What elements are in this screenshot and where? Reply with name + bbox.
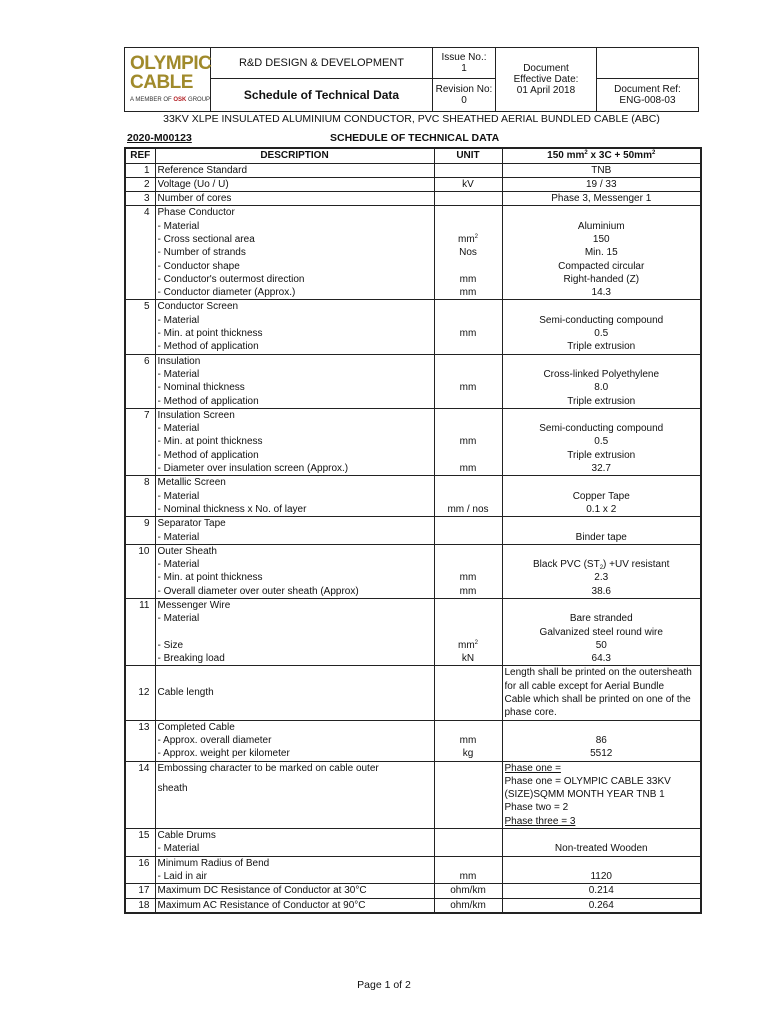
unit-line (437, 829, 500, 842)
row-ref: 11 (125, 599, 155, 666)
logo-member-prefix: A MEMBER OF (130, 96, 174, 103)
table-row (125, 517, 701, 545)
unit-line: kg (462, 748, 474, 760)
effective-label-2: Effective Date: (513, 74, 579, 85)
value-line: Triple extrusion (567, 395, 636, 407)
desc-line: Messenger Wire (157, 600, 231, 611)
value-line: (SIZE)SQMM MONTH YEAR TNB 1 (504, 789, 665, 801)
department-cell (211, 48, 433, 79)
row-unit (434, 666, 502, 720)
row-unit (434, 177, 502, 191)
value-line: 14.3 (591, 287, 611, 299)
row-ref: 15 (125, 829, 155, 857)
row-ref: 1 (125, 163, 155, 177)
value-line (505, 355, 699, 368)
unit-line (437, 612, 500, 625)
unit-line: kV (462, 178, 474, 190)
logo-member-suffix: GROUP (186, 96, 211, 103)
desc-line: - Method of application (157, 449, 259, 461)
row-ref: 12 (125, 666, 155, 720)
value-line: phase core. (504, 707, 557, 719)
desc-line: - Approx. overall diameter (157, 734, 272, 746)
desc-line: Completed Cable (157, 721, 235, 733)
row-description (155, 898, 434, 913)
row-unit (434, 163, 502, 177)
row-ref: 13 (125, 720, 155, 761)
table-row (125, 177, 701, 191)
desc-line: - Material (157, 423, 200, 435)
row-unit (434, 884, 502, 898)
row-description (155, 720, 434, 761)
table-row (125, 300, 701, 354)
desc-line: - Approx. weight per kilometer (157, 748, 290, 760)
blank-cell (597, 48, 698, 79)
header-value (502, 148, 701, 163)
row-value (502, 192, 701, 206)
table-row (125, 884, 701, 898)
value-line (505, 829, 699, 842)
unit-line: mm (459, 463, 477, 475)
desc-line: - Number of strands (157, 247, 246, 259)
unit-text: mm (457, 233, 475, 245)
value-line: Copper Tape (572, 490, 630, 502)
table-row (125, 192, 701, 206)
row-description (155, 884, 434, 898)
unit-line: mm (459, 870, 477, 882)
effective-date: 01 April 2018 (516, 85, 576, 96)
value-line: Length shall be printed on the outersheath (504, 667, 692, 679)
row-ref: 5 (125, 300, 155, 354)
row-description (155, 829, 434, 857)
effective-date-cell (496, 48, 597, 111)
row-value (502, 300, 701, 354)
unit-superscript: 2 (474, 639, 478, 646)
table-row (125, 206, 701, 300)
effective-label-1: Document (523, 63, 569, 74)
doc-title: Schedule of Technical Data (243, 87, 400, 102)
row-unit (434, 898, 502, 913)
value-line: 38.6 (591, 585, 611, 597)
revision-value: 0 (461, 95, 467, 106)
value-line: 1120 (590, 870, 612, 882)
table-row (125, 599, 701, 666)
unit-line (437, 599, 500, 612)
value-line (505, 206, 699, 219)
value-line: 8.0 (594, 382, 609, 394)
value-line: 50 (595, 639, 607, 651)
row-description (155, 354, 434, 408)
unit-line: mm (459, 436, 477, 448)
desc-line: - Material (157, 559, 200, 571)
document-header (124, 47, 699, 112)
table-row (125, 856, 701, 884)
desc-line: - Nominal thickness (157, 382, 245, 394)
desc-line: - Min. at point thickness (157, 572, 263, 584)
header-description: DESCRIPTION (155, 148, 434, 163)
table-row (125, 829, 701, 857)
row-value (502, 177, 701, 191)
value-line: for all cable except for Aerial Bundle (504, 680, 665, 692)
value-line: Min. 15 (584, 247, 618, 259)
row-value (502, 354, 701, 408)
technical-data-table (124, 147, 702, 914)
unit-line (437, 490, 500, 503)
row-ref: 4 (125, 206, 155, 300)
revision-label: Revision No: (435, 84, 493, 95)
desc-line: Voltage (Uo / U) (157, 178, 229, 190)
desc-line: Insulation Screen (157, 409, 235, 421)
row-unit (434, 720, 502, 761)
unit-line (437, 639, 500, 652)
issue-label: Issue No.: (441, 52, 487, 63)
unit-line: mm (459, 382, 477, 394)
desc-line: - Material (157, 843, 200, 855)
desc-line: Phase Conductor (157, 207, 235, 219)
value-line: Galvanized steel round wire (539, 626, 663, 638)
row-description (155, 206, 434, 300)
value-line: Semi-conducting compound (539, 423, 664, 435)
desc-line: sheath (157, 782, 188, 794)
header-value-part1: 150 mm (547, 150, 585, 162)
table-row (125, 544, 701, 598)
row-ref: 14 (125, 761, 155, 828)
row-ref: 7 (125, 408, 155, 475)
desc-line: Maximum AC Resistance of Conductor at 90°C (157, 899, 366, 911)
header-value-part2: x 3C + 50mm (587, 150, 652, 162)
value-line: 150 (592, 233, 610, 245)
unit-line (437, 300, 500, 313)
unit-text: mm (457, 639, 475, 651)
row-description (155, 856, 434, 884)
row-ref: 6 (125, 354, 155, 408)
unit-line: ohm/km (450, 885, 486, 897)
row-description (155, 666, 434, 720)
row-description (155, 177, 434, 191)
row-description (155, 192, 434, 206)
row-unit (434, 856, 502, 884)
desc-line: Embossing character to be marked on cable outer (157, 762, 379, 774)
desc-line: Maximum DC Resistance of Conductor at 30°C (157, 885, 367, 897)
desc-line: Number of cores (157, 193, 232, 205)
department-name: R&D DESIGN & DEVELOPMENT (238, 56, 405, 69)
doc-title-cell (211, 79, 433, 111)
unit-line (437, 545, 500, 558)
row-ref: 9 (125, 517, 155, 545)
value-line (505, 409, 699, 422)
desc-line: Reference Standard (157, 164, 248, 176)
row-value (502, 898, 701, 913)
row-description (155, 408, 434, 475)
desc-line: Insulation (157, 355, 201, 367)
unit-line (437, 626, 500, 639)
desc-line: - Conductor's outermost direction (157, 273, 305, 285)
desc-line (158, 775, 432, 782)
value-line: Right-handed (Z) (563, 273, 640, 285)
unit-line (437, 355, 500, 368)
row-description (155, 599, 434, 666)
unit-line: ohm/km (450, 899, 486, 911)
header-unit: UNIT (434, 148, 502, 163)
doc-ref-value: ENG-008-03 (619, 95, 676, 106)
unit-line (437, 476, 500, 489)
table-row (125, 408, 701, 475)
desc-line: - Cross sectional area (157, 233, 255, 245)
unit-line (437, 857, 500, 870)
value-line: 19 / 33 (585, 178, 617, 190)
row-unit (434, 408, 502, 475)
unit-line (437, 206, 500, 219)
value-line: 0.5 (594, 436, 609, 448)
row-ref: 18 (125, 898, 155, 913)
row-unit (434, 761, 502, 828)
row-description (155, 761, 434, 828)
row-ref: 10 (125, 544, 155, 598)
value-line: Phase one = (504, 762, 561, 774)
value-line: 0.264 (588, 899, 614, 911)
unit-line (437, 340, 500, 353)
unit-line: mm (459, 328, 477, 340)
row-description (155, 476, 434, 517)
row-description (155, 517, 434, 545)
desc-line: - Material (157, 220, 200, 232)
row-ref: 8 (125, 476, 155, 517)
value-line: 0.1 x 2 (586, 503, 617, 515)
row-value (502, 720, 701, 761)
issue-value: 1 (461, 63, 467, 74)
row-value (502, 163, 701, 177)
value-line: Bare stranded (569, 613, 633, 625)
desc-line: - Min. at point thickness (157, 328, 263, 340)
unit-line (437, 220, 500, 233)
unit-line: kN (461, 653, 475, 665)
unit-superscript: 2 (474, 233, 478, 240)
desc-line: Separator Tape (157, 518, 226, 530)
table-row (125, 476, 701, 517)
value-line: Phase 3, Messenger 1 (551, 193, 652, 205)
value-line: Triple extrusion (567, 449, 636, 461)
unit-line: mm (459, 572, 477, 584)
unit-line (437, 422, 500, 435)
value-line (505, 857, 699, 870)
unit-line (437, 233, 500, 246)
desc-line: - Method of application (157, 341, 259, 353)
header-value-sup1: 2 (584, 150, 588, 157)
desc-line (158, 626, 432, 639)
row-value (502, 884, 701, 898)
table-row (125, 720, 701, 761)
desc-line: - Method of application (157, 395, 259, 407)
value-line (505, 545, 699, 558)
value-line: Compacted circular (558, 260, 645, 272)
desc-line: - Material (157, 490, 200, 502)
value-line: 64.3 (591, 653, 611, 665)
row-unit (434, 300, 502, 354)
unit-line: Nos (459, 247, 477, 259)
value-text: Black PVC (ST (533, 559, 600, 571)
company-logo (125, 48, 211, 111)
row-ref: 2 (125, 177, 155, 191)
desc-line: - Laid in air (157, 870, 207, 882)
row-value (502, 544, 701, 598)
value-line (505, 517, 699, 530)
row-ref: 16 (125, 856, 155, 884)
unit-line (437, 409, 500, 422)
unit-line (437, 314, 500, 327)
desc-line: Outer Sheath (157, 545, 217, 557)
value-line (505, 721, 699, 734)
row-unit (434, 354, 502, 408)
value-text-tail: ) +UV resistant (603, 559, 670, 571)
value-line: 5512 (590, 748, 613, 760)
value-line: Phase three = 3 (504, 815, 576, 827)
unit-line (437, 368, 500, 381)
value-line: 0.5 (594, 328, 609, 340)
unit-line (437, 449, 500, 462)
desc-line: - Min. at point thickness (157, 436, 263, 448)
table-row (125, 163, 701, 177)
value-line (505, 300, 699, 313)
desc-line: Conductor Screen (157, 301, 239, 313)
row-ref: 3 (125, 192, 155, 206)
row-unit (434, 476, 502, 517)
row-description (155, 300, 434, 354)
row-unit (434, 829, 502, 857)
unit-line: mm (459, 273, 477, 285)
row-unit (434, 544, 502, 598)
row-value (502, 666, 701, 720)
desc-line: Cable length (157, 687, 214, 699)
value-line: Non-treated Wooden (554, 843, 648, 855)
value-line (505, 558, 699, 571)
row-description (155, 163, 434, 177)
desc-line: - Conductor shape (157, 260, 240, 272)
doc-ref-label: Document Ref: (614, 84, 681, 95)
row-value (502, 517, 701, 545)
value-line: 86 (595, 734, 607, 746)
value-line: Cable which shall be printed on one of the (504, 694, 691, 706)
desc-line: - Material (157, 314, 200, 326)
header-ref: REF (125, 148, 155, 163)
value-line: Cross-linked Polyethylene (543, 368, 660, 380)
table-row (125, 761, 701, 828)
value-line: 0.214 (588, 885, 614, 897)
unit-line: mm (459, 287, 477, 299)
row-description (155, 544, 434, 598)
schedule-title: SCHEDULE OF TECHNICAL DATA (330, 132, 500, 144)
document-subtitle: 33KV XLPE INSULATED ALUMINIUM CONDUCTOR, PVC SHEATHED AERIAL BUNDLED CABLE (ABC) (163, 113, 660, 125)
value-line (505, 476, 699, 489)
desc-line: Minimum Radius of Bend (157, 857, 270, 869)
desc-line: - Conductor diameter (Approx.) (157, 287, 296, 299)
header-value-sup2: 2 (651, 150, 656, 157)
table-row (125, 898, 701, 913)
page-number: Page 1 of 2 (357, 979, 411, 991)
value-line: Semi-conducting compound (539, 314, 664, 326)
unit-line: mm (459, 734, 477, 746)
value-line: Triple extrusion (567, 341, 636, 353)
row-value (502, 476, 701, 517)
row-value (502, 761, 701, 828)
desc-line: - Material (157, 531, 200, 543)
desc-line: - Breaking load (157, 653, 225, 665)
row-unit (434, 206, 502, 300)
document-code: 2020-M00123 (127, 132, 192, 144)
logo-word-2: CABLE (130, 71, 193, 93)
table-header-row (125, 148, 701, 163)
value-subscript: 2 (599, 565, 604, 572)
desc-line: - Diameter over insulation screen (Approx.) (157, 463, 349, 475)
logo-member-line (130, 95, 210, 106)
table-row (125, 354, 701, 408)
row-ref: 17 (125, 884, 155, 898)
row-value (502, 829, 701, 857)
value-line: Phase one = OLYMPIC CABLE 33KV (504, 775, 671, 787)
unit-line (437, 395, 500, 408)
logo-member-group: OSK (173, 96, 187, 103)
row-unit (434, 192, 502, 206)
value-line: Phase two = 2 (504, 802, 569, 814)
desc-line: Metallic Screen (157, 477, 226, 489)
value-line (505, 599, 699, 612)
value-line: Binder tape (575, 531, 627, 543)
unit-line: mm / nos (447, 503, 489, 515)
desc-line: - Overall diameter over outer sheath (Approx) (157, 585, 359, 597)
unit-line (437, 558, 500, 571)
desc-line: - Size (157, 639, 184, 651)
value-line: 32.7 (591, 463, 611, 475)
unit-line (437, 517, 500, 530)
table-row (125, 666, 701, 720)
doc-ref-cell (597, 79, 698, 111)
desc-line: - Material (157, 613, 200, 625)
unit-line: mm (459, 585, 477, 597)
revision-cell (433, 79, 496, 111)
row-value (502, 599, 701, 666)
unit-line (437, 721, 500, 734)
row-unit (434, 517, 502, 545)
row-unit (434, 599, 502, 666)
desc-line: - Nominal thickness x No. of layer (157, 503, 307, 515)
value-line: TNB (591, 164, 612, 176)
logo-word-1: OLYMPIC (130, 52, 212, 74)
desc-line: Cable Drums (157, 830, 216, 842)
desc-line: - Material (157, 368, 200, 380)
issue-cell (433, 48, 496, 79)
row-value (502, 408, 701, 475)
unit-line (437, 260, 500, 273)
value-line: Aluminium (577, 220, 625, 232)
row-value (502, 206, 701, 300)
row-value (502, 856, 701, 884)
value-line: 2.3 (594, 572, 609, 584)
